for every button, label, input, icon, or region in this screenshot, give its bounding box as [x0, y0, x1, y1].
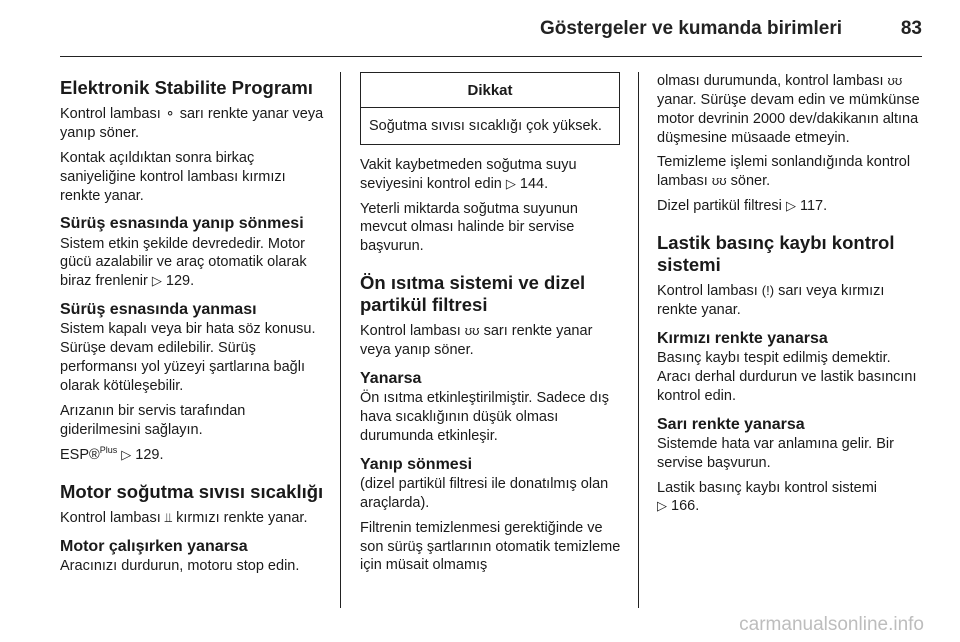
text: Vakit kaybetmeden soğutma suyu seviyesini kontrol edin [360, 156, 577, 192]
column-divider [638, 72, 639, 608]
lit-paragraph: Arızanın bir servis tarafından giderilmesini sağlayın. [60, 402, 246, 438]
page-reference-icon: ▷ [785, 198, 796, 214]
glow-plug-icon: ʊʊ [711, 173, 727, 189]
text: Kontrol lambası [60, 106, 161, 123]
page-reference[interactable]: 166. [671, 498, 700, 515]
blink-heading: Yanıp sönmesi [360, 455, 473, 473]
preheat-heading: Ön ısıtma sistemi ve dizel partikül filtresi [360, 272, 586, 316]
yanarsa-paragraph: Ön ısıtma etkinleştirilmiştir. Sadece dış hava sıcaklığının düşük olması durumunda etkinleşir. [360, 390, 609, 444]
glow-plug-icon: ʊʊ [464, 323, 480, 339]
coolant-check-paragraph [360, 156, 622, 194]
text: söner. [730, 173, 771, 190]
coolant-heading: Motor soğutma sıvısı sıcaklığı [60, 481, 324, 503]
tyre-heading: Lastik basınç kaybı kontrol sistemi [657, 231, 895, 276]
esp-plus-paragraph [60, 445, 324, 465]
text: Temizleme işlemi sonlandığında kontrol lambası [657, 154, 911, 190]
lit-heading: Sürüş esnasında yanması [60, 301, 257, 319]
column-divider [340, 72, 341, 608]
text: Kontrol lambası [360, 323, 461, 340]
coolant-paragraph [60, 509, 324, 528]
text: Dizel partikül filtresi [657, 198, 782, 215]
red-paragraph: Basınç kaybı tespit edilmiş demektir. Aracı derhal durdurun ve lastik basıncını kontrol edin. [657, 350, 917, 404]
header-title: Göstergeler ve kumanda birimleri [539, 18, 842, 39]
coolant-temperature-icon: ⫫ [164, 510, 173, 526]
red-heading: Kırmızı renkte yanarsa [657, 329, 828, 347]
column-3 [657, 72, 922, 522]
running-paragraph: Aracınızı durdurun, motoru stop edin. [60, 558, 300, 575]
text: yanar. Sürüşe devam edin ve mümkünse motor devrinin 2000 dev/dakikanın altına düşmesine müsaade etmeyin. [657, 91, 920, 146]
glow-plug-icon: ʊʊ [887, 73, 903, 88]
service-paragraph: Yeterli miktarda soğutma suyunun mevcut olması halinde bir servise başvurun. [360, 200, 578, 255]
tyre-paragraph [657, 282, 922, 320]
text: Kontrol lambası [657, 283, 758, 300]
dpf-reference-paragraph [657, 197, 922, 216]
page-reference[interactable]: 129. [165, 273, 195, 290]
caution-box [360, 72, 620, 145]
text: ESP® [60, 447, 100, 464]
page-reference-icon: ▷ [505, 175, 516, 191]
text: Sistem etkin şekilde devrededir. Motor gücü azalabilir ve araç otomatik olarak biraz frenlenir [60, 235, 307, 290]
esp-warning-icon: ⚬ [164, 106, 176, 122]
esp-paragraph: Kontak açıldıktan sonra birkaç saniyeliğine kontrol lambası kırmızı renkte yanar. [60, 149, 286, 204]
page-reference[interactable]: 117. [799, 198, 828, 215]
flash-paragraph [60, 235, 324, 292]
text: olması durumunda, kontrol lambası [657, 73, 884, 89]
page-header [0, 0, 960, 60]
page-number: 83 [900, 18, 922, 39]
blink-paragraph: (dizel partikül filtresi ile donatılmış olan araçlarda). [360, 476, 609, 511]
page-reference[interactable]: 144. [519, 175, 549, 192]
text: sarı veya kırmızı renkte yanar. [657, 283, 885, 319]
text: Kontrol lambası [60, 510, 161, 527]
page-reference-icon: ▷ [121, 447, 132, 463]
blink-paragraph: Filtrenin temizlenmesi gerektiğinde ve son sürüş şartlarının otomatik temizleme için müsait olmamış [360, 519, 621, 574]
caution-text: Soğutma sıvısı sıcaklığı çok yüksek. [369, 118, 602, 134]
continuation-paragraph [657, 72, 922, 147]
yellow-heading: Sarı renkte yanarsa [657, 415, 805, 433]
tyre-reference-paragraph [657, 479, 922, 517]
superscript: Plus [99, 445, 118, 456]
text: kırmızı renkte yanar. [176, 510, 308, 527]
watermark: carmanualsonline.info [739, 614, 924, 635]
text: sarı renkte yanar veya yanıp söner. [60, 106, 324, 142]
page-reference-icon: ▷ [151, 273, 162, 289]
lit-paragraph: Sistem kapalı veya bir hata söz konusu. Sürüşe devam edilebilir. Sürüş performansı yol yüzeyi şartlarına bağlı olarak kötüleşebilir. [60, 321, 316, 394]
header-divider [60, 56, 922, 57]
flash-heading: Sürüş esnasında yanıp sönmesi [60, 215, 304, 233]
column-2 [360, 72, 622, 581]
caution-title: Dikkat [361, 73, 619, 108]
page-reference[interactable]: 129. [135, 447, 164, 464]
text: Lastik basınç kaybı kontrol sistemi [657, 479, 878, 496]
preheat-paragraph [360, 322, 622, 360]
yanarsa-heading: Yanarsa [360, 370, 422, 388]
text: sarı renkte yanar veya yanıp söner. [360, 323, 593, 359]
cleaning-paragraph [657, 153, 922, 191]
running-heading: Motor çalışırken yanarsa [60, 538, 248, 556]
page-reference-icon: ▷ [657, 498, 667, 514]
tyre-pressure-icon: (!) [761, 283, 775, 299]
esp-paragraph [60, 105, 324, 143]
yellow-paragraph: Sistemde hata var anlamına gelir. Bir servise başvurun. [657, 435, 894, 471]
column-1 [60, 72, 324, 582]
esp-heading: Elektronik Stabilite Programı [60, 77, 313, 98]
